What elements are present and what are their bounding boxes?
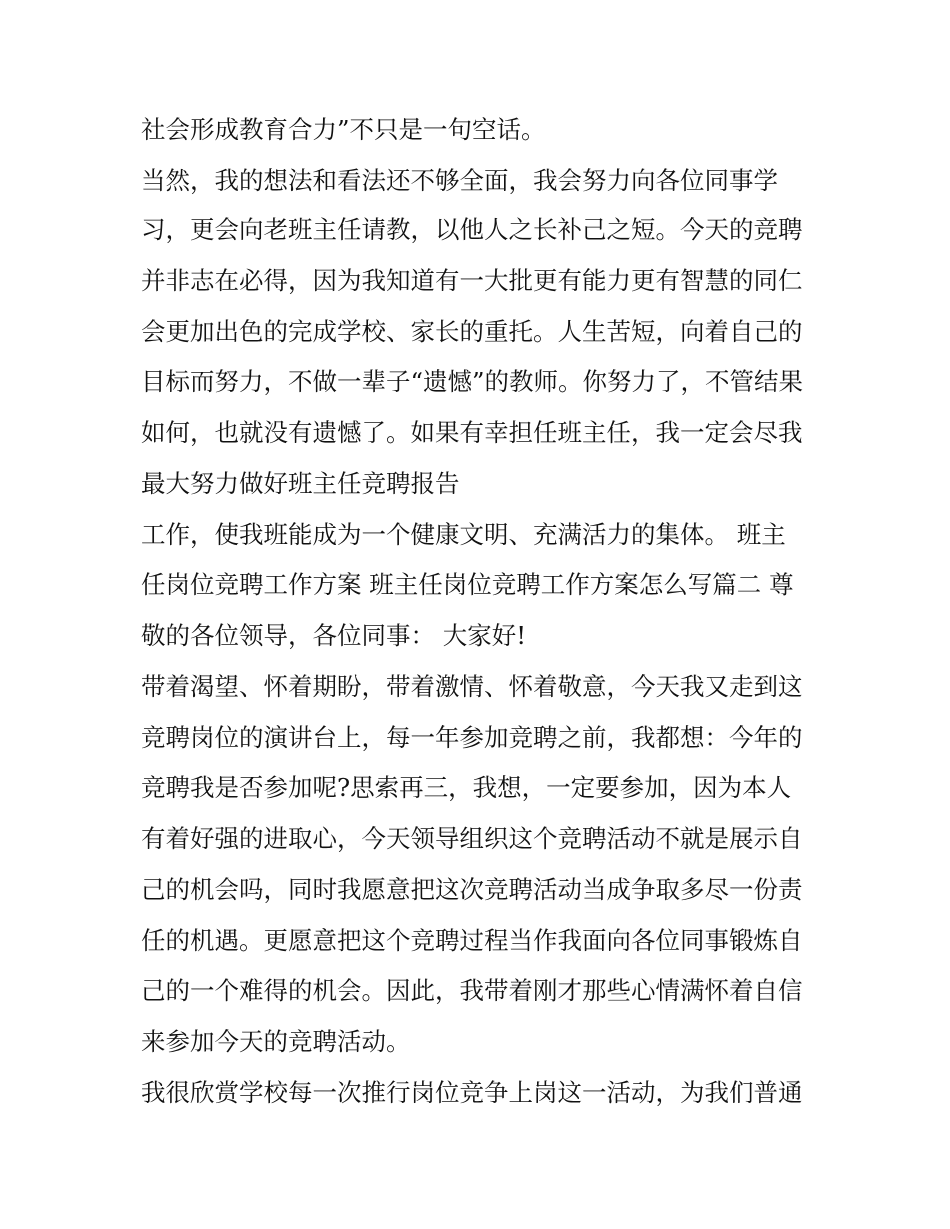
text-line: 会更加出色的完成学校、家长的重托。人生苦短，向着自己的 [141, 317, 803, 346]
text-line: 最大努力做好班主任竞聘报告 [141, 469, 460, 498]
text-line: 任岗位竞聘工作方案 班主任岗位竞聘工作方案怎么写篇二 尊 [141, 570, 794, 599]
text-line: 竞聘我是否参加呢?思索再三，我想，一定要参加，因为本人 [141, 773, 792, 802]
text-line: 己的一个难得的机会。因此，我带着刚才那些心情满怀着自信 [141, 976, 803, 1005]
text-line: 目标而努力，不做一辈子“遗憾”的教师。你努力了，不管结果 [141, 367, 804, 396]
text-line: 己的机会吗，同时我愿意把这次竞聘活动当成争取多尽一份责 [141, 875, 803, 904]
text-line: 我很欣赏学校每一次推行岗位竞争上岗这一活动，为我们普通 [141, 1078, 803, 1107]
text-line: 任的机遇。更愿意把这个竞聘过程当作我面向各位同事锻炼自 [141, 926, 803, 955]
text-line: 竞聘岗位的演讲台上，每一年参加竞聘之前，我都想：今年的 [141, 723, 803, 752]
text-line: 有着好强的进取心，今天领导组织这个竞聘活动不就是展示自 [141, 824, 803, 853]
text-line: 如何，也就没有遗憾了。如果有幸担任班主任，我一定会尽我 [141, 418, 803, 447]
text-line: 当然，我的想法和看法还不够全面，我会努力向各位同事学 [141, 166, 778, 195]
text-line: 并非志在必得，因为我知道有一大批更有能力更有智慧的同仁 [141, 266, 803, 295]
text-line: 带着渴望、怀着期盼，带着激情、怀着敬意，今天我又走到这 [141, 672, 803, 701]
text-line: 社会形成教育合力”不只是一句空话。 [141, 115, 546, 144]
text-line: 工作，使我班能成为一个健康文明、充满活力的集体。 班主 [141, 520, 786, 549]
text-line: 敬的各位领导，各位同事： 大家好! [141, 621, 527, 650]
text-line: 习，更会向老班主任请教，以他人之长补己之短。今天的竞聘 [141, 215, 803, 244]
text-line: 来参加今天的竞聘活动。 [141, 1027, 411, 1056]
